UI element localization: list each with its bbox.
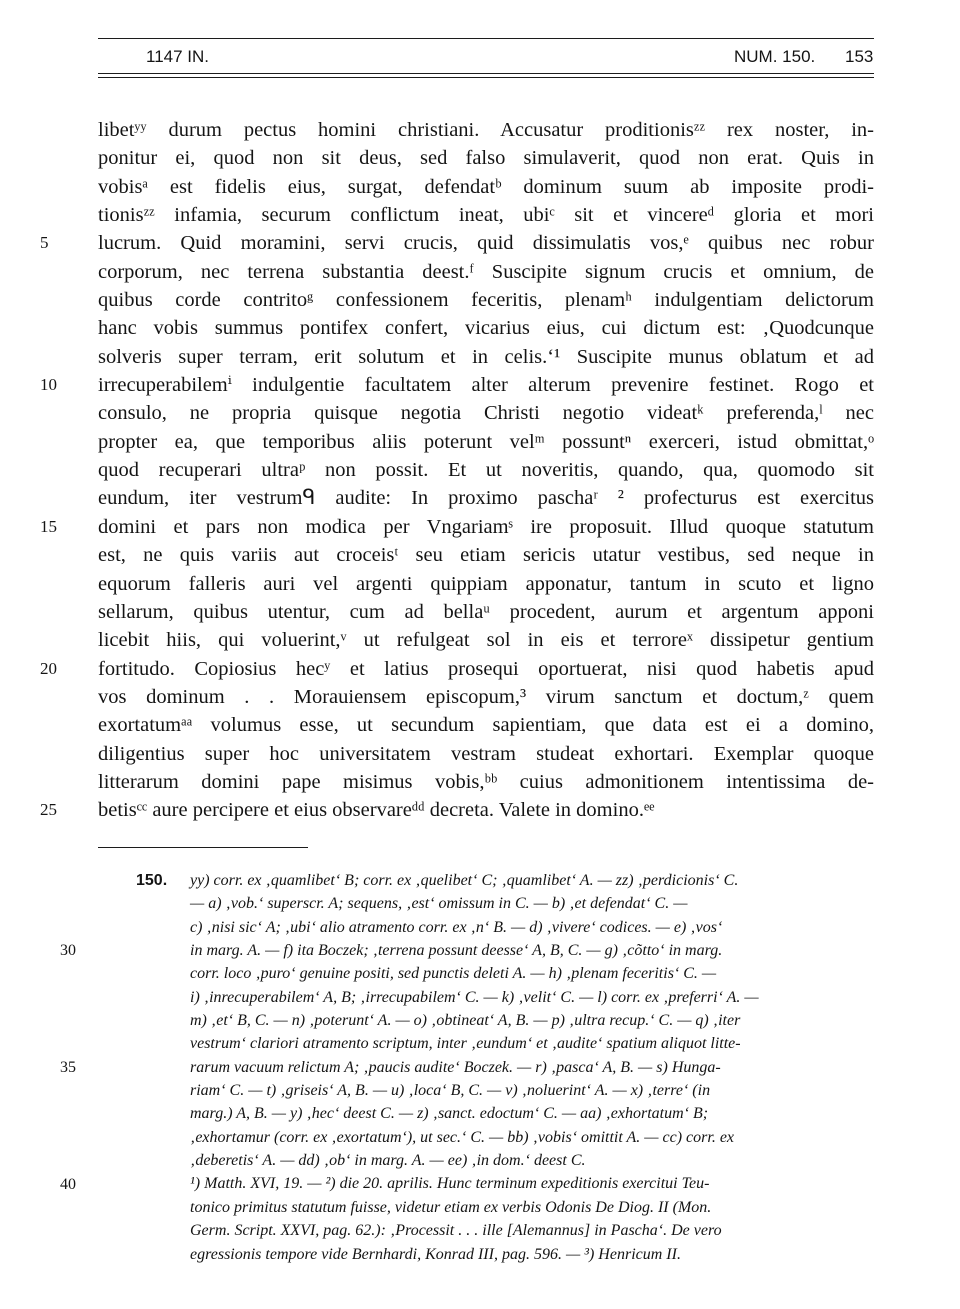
text-line: eundum, iter vestrumᑫ audite: In proximo paschaʳ ² profecturus est exercitus xyxy=(98,487,874,510)
text-line: libetʸʸ durum pectus homini christiani. Accusatur proditionisᶻᶻ rex noster, in- xyxy=(98,119,874,141)
note-line: corr. loco ‚puro‘ genuine positi, sed punctis deleti A. — h) ‚plenam feceritis‘ C. — xyxy=(190,965,717,983)
text-line: vobisᵃ est fidelis eius, surgat, defendatᵇ dominum suum ab imposite prodi- xyxy=(98,175,874,198)
line-number: 40 xyxy=(60,1175,76,1193)
note-line: in marg. A. — f) ita Boczek; ‚terrena possunt deesse‘ A, B, C. — g) ‚cõtto‘ in marg. xyxy=(190,942,723,960)
text-line: corporum, nec terrena substantia deest.ᶠ Suscipite signum crucis et omnium, de xyxy=(98,260,874,283)
note-line: ‚exhortamur (corr. ex ‚exortatum‘), ut sec.‘ C. — bb) ‚vobis‘ omittit A. — cc) corr. ex xyxy=(190,1128,735,1146)
note-line: tonico primitus statutum fuisse, videtur etiam ex verbis Odonis De Diog. II (Mon. xyxy=(190,1198,712,1216)
note-line: ‚deberetis‘ A. — dd) ‚ob‘ in marg. A. — ee) ‚in dom.‘ deest C. xyxy=(190,1152,586,1170)
text-line: sellarum, quibus utentur, cum ad bellaᵘ procedent, aurum et argentum apponi xyxy=(98,600,874,623)
text-line: consulo, ne propria quisque negotia Christi negotio videatᵏ preferenda,ˡ nec xyxy=(98,402,874,425)
note-line: vestrum‘ clariori atramento scriptum, inter ‚eundum‘ et ‚audite‘ spatium aliquot litte- xyxy=(190,1035,741,1053)
text-line: litterarum domini pape misimus vobis,ᵇᵇ cuius admonitionem intentissima de- xyxy=(98,770,874,793)
note-line: c) ‚nisi sic‘ A; ‚ubi‘ alio atramento corr. ex ‚n‘ B. — d) ‚vivere‘ codices. — e) ‚vos‘ xyxy=(190,918,723,936)
text-line: tionisᶻᶻ infamia, securum conflictum ineat, ubiᶜ sit et vincereᵈ gloria et mori xyxy=(98,204,874,227)
note-line: riam‘ C. — t) ‚griseis‘ A, B. — u) ‚loca‘ B, C. — v) ‚noluerint‘ A. — x) ‚terre‘ (in xyxy=(190,1082,711,1100)
note-line: m) ‚et‘ B, C. — n) ‚poterunt‘ A. — o) ‚obtineat‘ A, B. — p) ‚ultra recup.‘ C. — q) ‚iter xyxy=(190,1012,741,1030)
note-line: ¹) Matth. XVI, 19. — ²) die 20. aprilis. Hunc terminum expeditionis exercitui Teu- xyxy=(190,1175,710,1193)
text-line: est, ne quis variis aut croceisᵗ seu etiam sericis utatur vestibus, sed neque in xyxy=(98,544,874,567)
text-line: equorum falleris auri vel argenti quippiam apponatur, tantum in scuto et ligno xyxy=(98,572,874,595)
critical-apparatus xyxy=(190,869,880,1266)
text-line: quod recuperari ultraᵖ non possit. Et ut noveritis, quando, qua, quomodo sit xyxy=(98,459,874,482)
text-line: hanc vobis summus pontifex confert, vicarius eius, cui dictum est: ‚Quodcunque xyxy=(98,317,874,340)
line-number: 10 xyxy=(40,375,57,395)
line-number: 30 xyxy=(60,942,76,960)
note-line: rarum vacuum relictum A; ‚paucis audite‘ Boczek. — r) ‚pasca‘ A, B. — s) Hunga- xyxy=(190,1058,721,1076)
header-bottom-rule xyxy=(98,73,874,74)
running-head-number: NUM. 150. xyxy=(734,47,816,66)
text-line: propter ea, que temporibus aliis poterunt velᵐ possuntⁿ exerceri, istud obmittat,ᵒ xyxy=(98,430,874,453)
text-line: exortatumᵃᵃ volumus esse, ut secundum sapientiam, que data est ei a domino, xyxy=(98,714,874,737)
header-top-rule xyxy=(98,38,874,39)
main-text-body xyxy=(98,116,874,825)
text-line: quibus corde contritoᵍ confessionem feceritis, plenamʰ indulgentiam delictorum xyxy=(98,289,874,312)
text-line: betisᶜᶜ aure percipere et eius observareᵈᵈ decreta. Valete in domino.ᵉᵉ xyxy=(98,799,655,822)
line-number: 5 xyxy=(40,233,49,253)
note-line: marg.) A, B. — y) ‚hec‘ deest C. — z) ‚sanct. edoctum‘ C. — aa) ‚exhortatum‘ B; xyxy=(190,1105,709,1123)
footnote-separator xyxy=(98,847,308,848)
line-number: 15 xyxy=(40,516,57,536)
note-line: yy) corr. ex ‚quamlibet‘ B; corr. ex ‚quelibet‘ C; ‚quamlibet‘ A. — zz) ‚perdicionis‘ C. xyxy=(190,872,739,889)
notes-document-number: 150. xyxy=(136,872,168,889)
text-line: solveris super terram, erit solutum et in celis.‘¹ Suscipite munus oblatum et ad xyxy=(98,345,874,368)
note-line: egressionis tempore vide Bernhardi, Konrad III, pag. 596. — ³) Henricum II. xyxy=(190,1245,681,1263)
text-line: diligentius super hoc universitatem vestram studeat exhortari. Exemplar quoque xyxy=(98,742,874,765)
running-head-year: 1147 IN. xyxy=(146,47,210,66)
text-line: vos dominum . . Morauiensem episcopum,³ virum sanctum et doctum,ᶻ quem xyxy=(98,685,874,708)
text-line: ponitur ei, quod non sit deus, sed falso simulaverit, quod non erat. Quis in xyxy=(98,147,874,170)
text-line: licebit hiis, qui voluerint,ᵛ ut refulgeat sol in eis et terroreˣ dissipetur gentium xyxy=(98,629,874,652)
text-line: irrecuperabilemⁱ indulgentie facultatem alter alterum prevenire festinet. Rogo et xyxy=(98,374,874,397)
header-bottom-rule-2 xyxy=(98,77,874,78)
running-head xyxy=(0,44,960,72)
note-line: i) ‚inrecuperabilem‘ A, B; ‚irrecupabilem‘ C. — k) ‚velit‘ C. — l) corr. ex ‚preferri‘ A. — xyxy=(190,988,759,1006)
note-line: Germ. Script. XXVI, pag. 62.): ‚Processit . . . ille [Alemannus] in Pascha‘. De vero xyxy=(190,1222,722,1240)
text-line: fortitudo. Copiosius hecʸ et latius prosequi oportuerat, nisi quod habetis apud xyxy=(98,657,874,680)
line-number: 35 xyxy=(60,1058,76,1076)
note-line: — a) ‚vob.‘ superscr. A; sequens, ‚est‘ omissum in C. — b) ‚et defendat‘ C. — xyxy=(190,895,688,913)
text-line: lucrum. Quid moramini, servi crucis, quid dissimulatis vos,ᵉ quibus nec robur xyxy=(98,232,874,255)
line-number: 25 xyxy=(40,800,57,820)
page-number: 153 xyxy=(845,47,874,66)
line-number: 20 xyxy=(40,658,57,678)
text-line: domini et pars non modica per Vngariamˢ ire proposuit. Illud quoque statutum xyxy=(98,515,874,538)
